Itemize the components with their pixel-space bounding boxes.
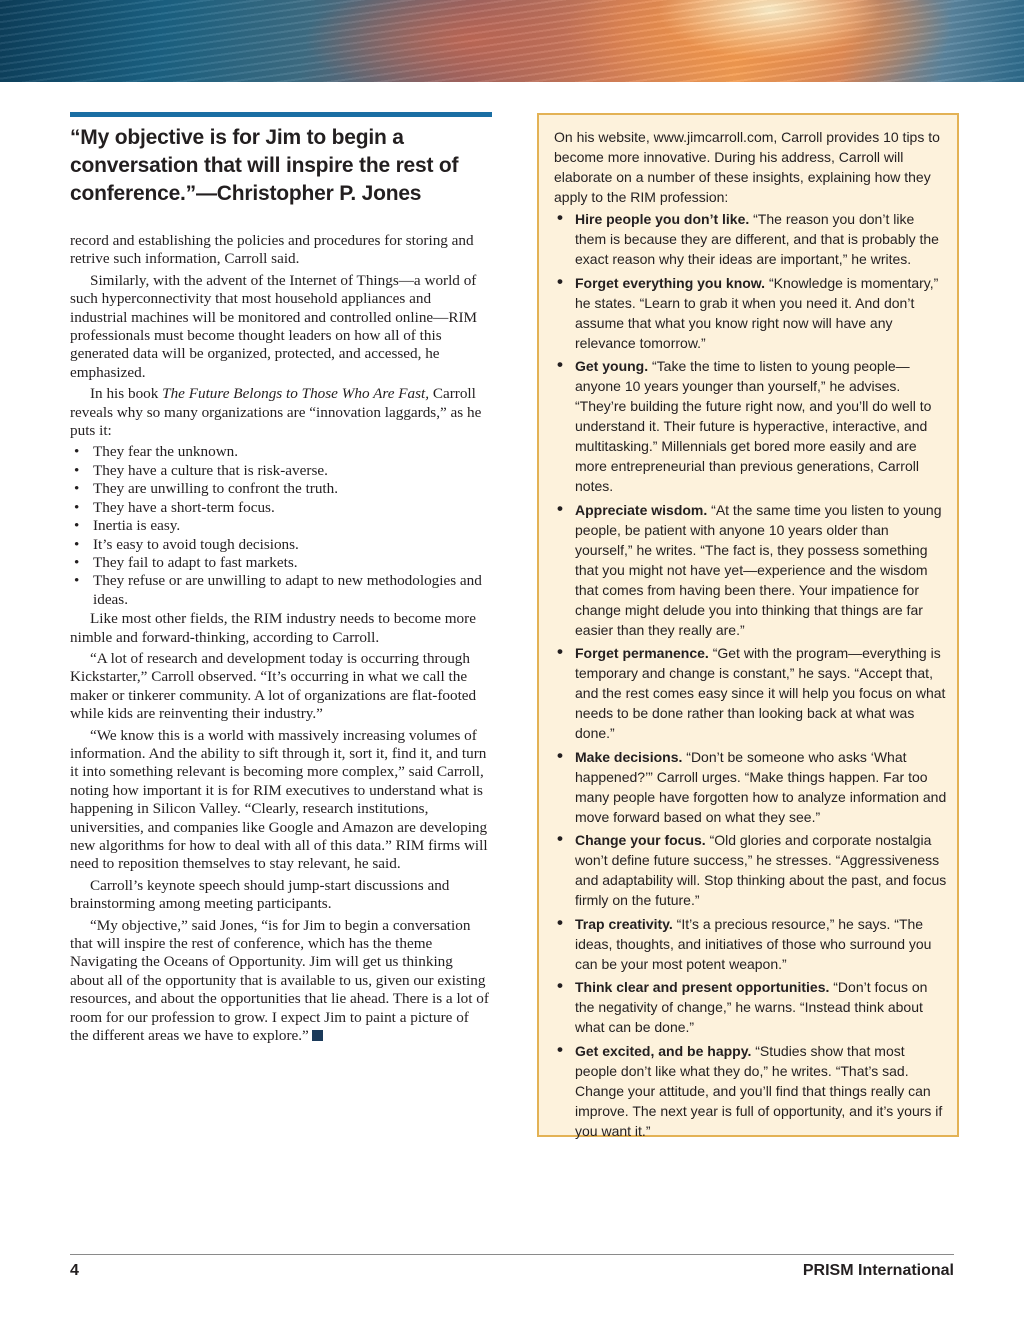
article-paragraph (70, 917, 490, 1046)
book-title: The Future Belongs to Those Who Are Fast, (162, 385, 430, 403)
article-paragraph: Like most other fields, the RIM industry needs to become more nimble and forward-thinking, according to Carroll. (70, 610, 476, 646)
list-item: • They are unwilling to confront the truth. (70, 480, 490, 498)
tip-heading: Appreciate wisdom. (575, 501, 708, 518)
tip-item (554, 977, 947, 1037)
list-item: • They have a culture that is risk-averse. (70, 462, 490, 480)
tip-heading: Hire people you don’t like. (575, 211, 750, 227)
text-run: In his book (90, 385, 163, 403)
laggard-reasons-list (70, 443, 490, 609)
tips-sidebar (537, 113, 959, 1137)
list-item: • It’s easy to avoid tough decisions. (70, 536, 490, 554)
tip-text: “Don’t focus on the negativity of change,” he warns. “Instead think about what can be done.” (575, 979, 928, 1035)
tip-text: “Old glories and corporate nostalgia won’t define future success,” he stresses. “Aggressiveness and adaptability will. Stop thinking about the past, and focus firmly on the future.” (575, 832, 947, 908)
list-item: • Inertia is easy. (70, 517, 490, 535)
tip-heading: Make decisions. (575, 748, 683, 765)
article-paragraph: “We know this is a world with massively increasing volumes of information. And the ability to sift through it, sort it, find it, and turn it into something relevant is becoming more complex,” said Carroll, noting how important it is for RIM executives to understand what is happening in Silicon Valley. “Clearly, research institutions, universities, and companies like Google and Amazon are developing new algorithms for how to deal with all of this data.” RIM firms will need to reposition themselves to stay relevant, he said. (70, 726, 488, 873)
footer-rule (70, 1254, 954, 1255)
tip-heading: Forget everything you know. (575, 274, 766, 291)
tip-heading: Change your focus. (575, 832, 706, 848)
tip-item (554, 914, 947, 974)
pull-quote: “My objective is for Jim to begin a conversation that will inspire the rest of conference.”—Christopher P. Jones (70, 126, 459, 205)
page-number: 4 (70, 1262, 79, 1279)
publication-name: PRISM International (802, 1262, 954, 1279)
tip-text: “Studies show that most people don’t like what they do,” he writes. “That’s sad. Change your attitude, and you’ll find that things really can improve. The next year is full of opportunity, and it’s yours if you want it.” (575, 1042, 943, 1139)
article-paragraph: record and establishing the policies and procedures for storing and retrive such information, Carroll said. (70, 232, 474, 268)
tip-text: “Knowledge is momentary,” he states. “Learn to grab it when you need it. And don’t assume that what you know right now will have any relevance tomorrow.” (575, 274, 939, 351)
ocean-sunset-banner (0, 0, 1024, 82)
article-paragraph (70, 385, 490, 440)
tips-list (554, 209, 947, 1141)
tip-item (554, 830, 947, 910)
tip-text: “The reason you don’t like them is because they are different, and that is probably the exact reason why their ideas are important,” he writes. (575, 211, 939, 267)
article-paragraph: Carroll’s keynote speech should jump-start discussions and brainstorming among meeting participants. (70, 876, 450, 913)
sidebar-intro: On his website, www.jimcarroll.com, Carroll provides 10 tips to become more innovative. During his address, Carroll will elaborate on a number of these insights, explaining how they apply to the RIM profession: (554, 129, 940, 205)
tip-item (554, 209, 947, 269)
pull-quote-rule (70, 112, 492, 117)
tip-item (554, 356, 947, 496)
tip-text: “Get with the program—everything is temporary and change is constant,” he says. “Accept that, and the rest comes easy since it will help you focus on what needs to be done rather than looking back at what was done.” (575, 645, 946, 741)
text-run: “My objective,” said Jones, “is for Jim to begin a conversation that will inspire the rest of conference, which has the theme Navigating the Oceans of Opportunity. Jim will get us thinking about all of the opportunity that is available to us, given our existing resources, and about the opportunities that lie ahead. There is a lot of room for our profession to grow. I expect Jim to paint a picture of the different areas we have to explore.” (70, 916, 489, 1045)
tip-text: “It’s a precious resource,” he says. “The ideas, thoughts, and initiatives of those who surround you can be your most potent weapon.” (575, 915, 932, 972)
article-column (70, 232, 490, 1048)
tip-item (554, 747, 947, 827)
list-item: • They have a short-term focus. (70, 499, 490, 517)
tip-text: “Don’t be someone who asks ‘What happened?’” Carroll urges. “Make things happen. Far too many people have forgotten how to analyze information and move forward based on what they see.” (575, 748, 947, 825)
list-item: • They refuse or are unwilling to adapt to new methodologies and ideas. (70, 572, 490, 609)
text-run: Carroll reveals why so many organizations are “innovation laggards,” as he puts it: (70, 385, 482, 440)
article-paragraph: Similarly, with the advent of the Internet of Things—a world of such hyperconnectivity that most household appliances and industrial machines will be monitored and controlled online—RIM professionals must become thought leaders on how all of this generated data will be organized, protected, and accessed, he emphasized. (70, 271, 478, 381)
end-of-article-square-icon (312, 1030, 323, 1041)
article-paragraph: “A lot of research and development today is occurring through Kickstarter,” Carroll observed. “It’s occurring in what we call the maker or tinkerer community. A lot of organizations are flat-footed while kids are reinventing their industry.” (70, 649, 477, 723)
tip-item (554, 500, 947, 640)
list-item: • They fail to adapt to fast markets. (70, 554, 490, 572)
tip-item (554, 273, 947, 353)
tip-text: “At the same time you listen to young people, be patient with anyone 10 years older than yourself,” he writes. “The fact is, they possess something that you might not have yet—experience and the wisdom that comes from having been there. Your impatience for change might delude you into thinking that things are far easier than they really are.” (575, 501, 942, 638)
tip-heading: Think clear and present opportunities. (575, 979, 830, 995)
tip-item (554, 1041, 947, 1141)
list-item: • They fear the unknown. (70, 443, 490, 461)
tip-heading: Forget permanence. (575, 645, 709, 661)
tip-item (554, 643, 947, 743)
tip-text: “Take the time to listen to young people—anyone 10 years younger than yourself,” he advises. “They’re building the future right now, and you’ll do well to understand it. Their future is hyperactive, interactive, and multitasking.” Millennials get bored more easily and are more entrepreneurial than previous generations, Carroll notes. (575, 358, 932, 494)
tip-heading: Get young. (575, 358, 649, 374)
tip-heading: Trap creativity. (575, 915, 673, 932)
tip-heading: Get excited, and be happy. (575, 1042, 752, 1059)
